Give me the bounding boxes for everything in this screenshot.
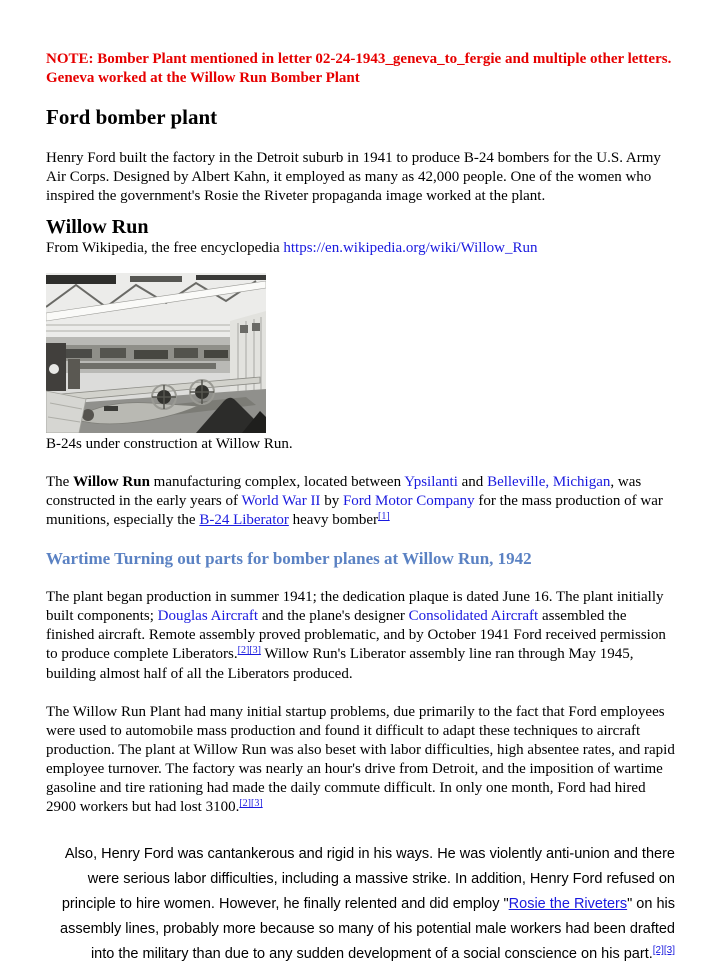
footnote-reference[interactable]: [2][3] xyxy=(237,645,261,656)
factory-photo-image xyxy=(46,273,266,433)
text-run: by xyxy=(320,493,343,509)
text-run: From Wikipedia, the free encyclopedia xyxy=(46,240,284,256)
inline-link[interactable]: Ford Motor Company xyxy=(342,493,475,509)
section-title-willow-run: Willow Run xyxy=(46,216,149,238)
page-title: Ford bomber plant xyxy=(46,105,218,129)
text-run: Also, Henry Ford was cantankerous and rigid in his ways. He was violently anti-union and there were serious labor difficulties, including a massive strike. In addition, Henry Ford refused on principle to hire women. However, he finally relented and did employ " xyxy=(61,846,675,912)
paragraph-production xyxy=(46,588,675,684)
text-run: The xyxy=(46,474,74,490)
text-run: heavy bomber xyxy=(288,512,379,528)
text-run: , was constructed in the early years of xyxy=(46,474,642,509)
text-run: and xyxy=(457,474,488,490)
inline-link[interactable]: https://en.wikipedia.org/wiki/Willow_Run xyxy=(283,240,538,256)
inline-link[interactable]: Ypsilanti xyxy=(404,474,458,490)
text-run: The Willow Run Plant had many initial startup problems, due primarily to the fact that Ford employees were used to automobile mass production and found it difficult to adapt these techniques to aircraft production. The plant at Willow Run was also beset with labor difficulties, high absentee rates, and rapid employee turnover. The factory was nearly an hour's drive from Detroit, and the imposition of wartime gasoline and tire rationing had made the daily commute difficult. In only one month, Ford had hired 2900 workers but had lost 3100. xyxy=(46,704,675,815)
text-run: The plant began production in summer 1941; the dedication plaque is dated June 16. The plant initially built components; xyxy=(46,589,664,624)
paragraph-henry-ford xyxy=(46,842,675,968)
text-run: Willow Run's Liberator assembly line ran through May 1945, building almost half of all the Liberators produced. xyxy=(46,646,634,682)
paragraph-startup-problems xyxy=(46,703,675,818)
wikipedia-source-line xyxy=(46,239,675,258)
inline-link[interactable]: Belleville, Michigan xyxy=(487,474,611,490)
inline-link[interactable]: World War II xyxy=(241,493,321,509)
inline-link[interactable]: B-24 Liberator xyxy=(199,512,289,528)
text-run: " on his assembly lines, probably more because so many of his potential male workers had been drafted into the military than due to any sudden development of a social conscience on his part. xyxy=(60,896,675,962)
text-run: assembled the finished aircraft. Remote assembly proved problematic, and by October 1941 Ford received permission to produce complete Liberators. xyxy=(46,608,666,662)
footnote-reference[interactable]: [1] xyxy=(378,511,390,522)
footnote-reference[interactable]: [2][3] xyxy=(239,798,263,809)
factory-photo xyxy=(46,273,266,433)
bold-text-run: Willow Run xyxy=(73,474,150,490)
photo-caption: B-24s under construction at Willow Run. xyxy=(46,436,293,452)
inline-link[interactable]: Rosie the Riveters xyxy=(508,896,628,912)
intro-paragraph: Henry Ford built the factory in the Detroit suburb in 1941 to produce B-24 bombers for the U.S. Army Air Corps. Designed by Albert Kahn, it employed as many as 42,000 people. One of the women who inspired the government's Rosie the Riveter propaganda image worked at the plant. xyxy=(46,150,661,204)
footnote-reference[interactable]: [2][3] xyxy=(652,945,675,956)
inline-link[interactable]: Consolidated Aircraft xyxy=(408,608,539,624)
text-run: for the mass production of war munitions, especially the xyxy=(46,493,663,528)
text-run: and the plane's designer xyxy=(258,608,409,624)
inline-link[interactable]: Douglas Aircraft xyxy=(157,608,259,624)
section-heading-wartime: Wartime Turning out parts for bomber planes at Willow Run, 1942 xyxy=(46,549,532,568)
paragraph-willow-run-complex xyxy=(46,473,675,531)
note-text: NOTE: Bomber Plant mentioned in letter 02-24-1943_geneva_to_fergie and multiple other letters. Geneva worked at the Willow Run Bomber Plant xyxy=(46,51,679,86)
text-run: manufacturing complex, located between xyxy=(149,474,405,490)
